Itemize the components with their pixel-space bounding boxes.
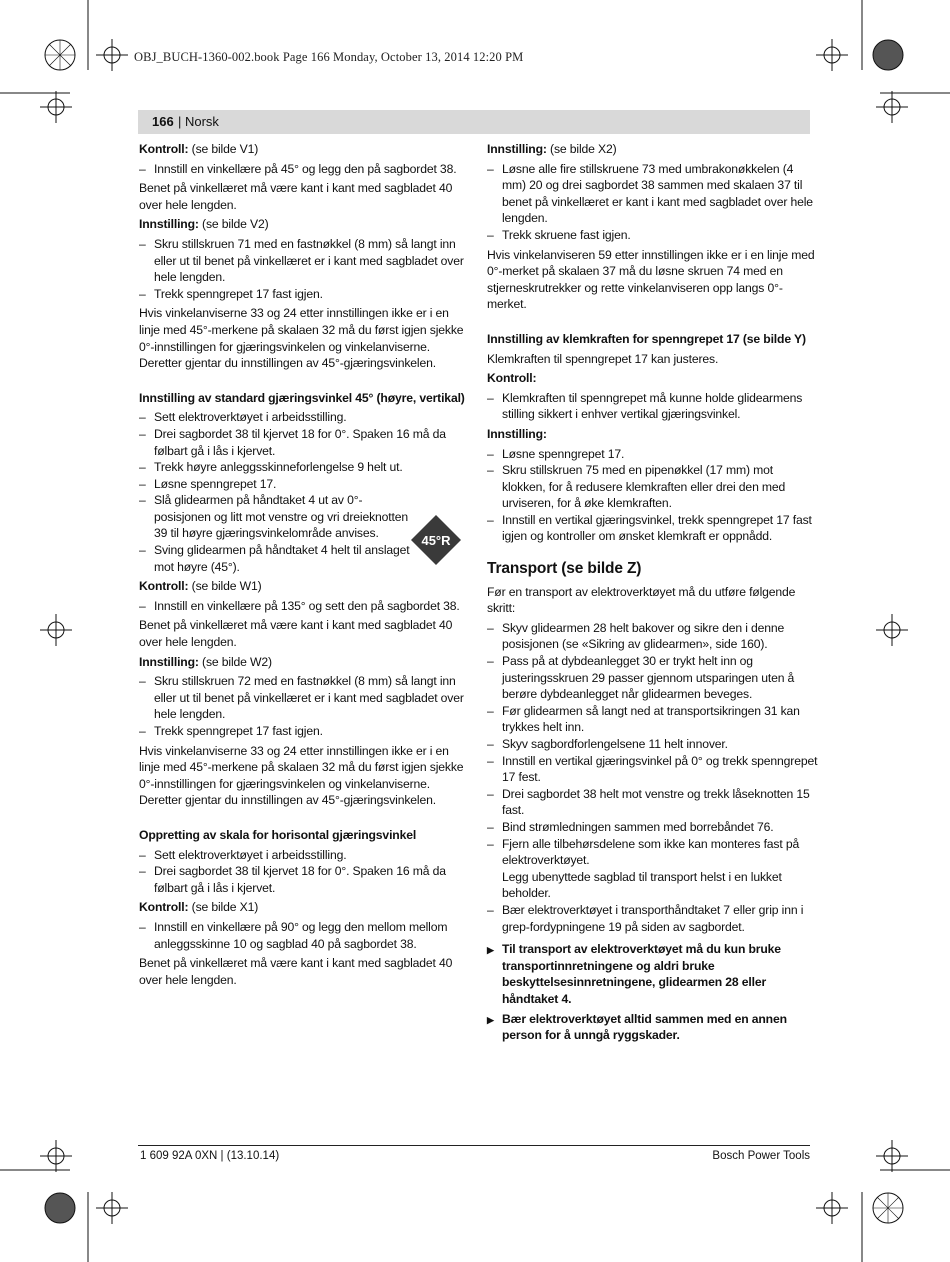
list-item: – Innstill en vinkellære på 90° og legg den mellom mellom anleggsskinne 10 og sagblad 40 på sagbordet 38. xyxy=(139,919,471,952)
x1-note: Benet på vinkellæret må være kant i kant med sagbladet 40 over hele lengden. xyxy=(139,956,453,987)
list-item: – Klemkraften til spenngrepet må kunne holde glidearmens stilling sikkert i enhver vertikal gjæringsvinkel. xyxy=(487,390,819,423)
list-item: – Drei sagbordet 38 til kjervet 18 for 0°. Spaken 16 må da følbart gå i lås i kjervet. xyxy=(139,426,471,459)
list-item: – Innstill en vertikal gjæringsvinkel på 0° og trekk spenngrepet 17 fest. xyxy=(487,753,819,786)
x1-list xyxy=(139,919,471,952)
list-item: – Sving glidearmen på håndtaket 4 helt til anslaget mot høyre (45°). xyxy=(139,542,416,575)
list-item: – Innstill en vertikal gjæringsvinkel, trekk spenngrepet 17 fast igjen og kontroller om ønsket klemkraft er oppnådd. xyxy=(487,512,819,545)
w2-note: Hvis vinkelanviserne 33 og 24 etter innstillingen ikke er i en linje med 45°-merkene på skalaen 32 må du først igjen sjekke 0°-innstillingen for gjæringsvinkelen og vinkelanviserne. Deretter gjentar du innstillingen av 45°-gjæringsvinkelen. xyxy=(139,743,464,808)
list-item: – Bind strømledningen sammen med borrebåndet 76. xyxy=(487,819,819,836)
list-item: – Trekk høyre anleggsskinneforlengelse 9 helt ut. xyxy=(139,459,471,476)
v1-note: Benet på vinkellæret må være kant i kant med sagbladet 40 over hele lengden. xyxy=(139,181,453,212)
page-footer xyxy=(138,1145,810,1162)
list-item: – Trekk skruene fast igjen. xyxy=(487,227,819,244)
list-item: – Fjern alle tilbehørsdelene som ikke kan monteres fast på elektroverktøyet. Legg ubenyttede sagblad til transport helst i en lukket beholder. xyxy=(487,836,819,902)
kontroll-x1-line: Kontroll: (se bilde X1) xyxy=(139,900,259,915)
list-item: – Sett elektroverktøyet i arbeidsstilling. xyxy=(139,847,471,864)
v2-list xyxy=(139,236,471,302)
list-item: – Skyv sagbordforlengelsene 11 helt innover. xyxy=(487,736,819,753)
kontroll-w1-line: Kontroll: (se bilde W1) xyxy=(139,579,262,594)
svg-text:45°R: 45°R xyxy=(421,533,451,548)
list-item: – Skru stillskruen 75 med en pipenøkkel (17 mm) mot klokken, for å redusere klemkraften eller drei den med urviseren, for å øke klemkraften. xyxy=(487,462,819,512)
kontroll-v1-line: Kontroll: (se bilde V1) xyxy=(139,142,259,156)
innstilling-x2-line: Innstilling: (se bilde X2) xyxy=(487,142,617,156)
x2-list xyxy=(487,161,819,244)
left-column xyxy=(139,141,471,991)
list-item: – Trekk spenngrepet 17 fast igjen. xyxy=(139,723,471,740)
45-degree-right-icon xyxy=(410,514,462,566)
list-item: – Drei sagbordet 38 til kjervet 18 for 0°. Spaken 16 må da følbart gå i lås i kjervet. xyxy=(139,863,471,896)
print-slug: OBJ_BUCH-1360-002.book Page 166 Monday, October 13, 2014 12:20 PM xyxy=(134,50,524,64)
section-heading-transport: Transport (se bilde Z) xyxy=(487,560,642,578)
list-item: – Drei sagbordet 38 helt mot venstre og trekk låseknotten 15 fast. xyxy=(487,786,819,819)
v1-list xyxy=(139,161,471,178)
warning-item: ▶ Bær elektroverktøyet alltid sammen med en annen person for å unngå ryggskader. xyxy=(487,1011,819,1044)
innstilling-v2-line: Innstilling: (se bilde V2) xyxy=(139,217,269,232)
list-item: – Innstill en vinkellære på 135° og sett den på sagbordet 38. xyxy=(139,598,471,615)
list-item: – Skyv glidearmen 28 helt bakover og sikre den i denne posisjonen (se «Sikring av glidearmen», side 160). xyxy=(487,620,819,653)
transport-intro: Før en transport av elektroverktøyet må du utføre følgende skritt: xyxy=(487,584,796,616)
list-item: – Sett elektroverktøyet i arbeidsstilling. xyxy=(139,409,471,426)
klem-innstilling-label: Innstilling: xyxy=(487,426,547,441)
list-item: – Slå glidearmen på håndtaket 4 ut av 0°-posisjonen og litt mot venstre og vri dreieknotten 39 til høyre gjæringsvinkelområde anvises. xyxy=(139,492,416,542)
section-heading-klemkraft: Innstilling av klemkraften for spenngrepet 17 (se bilde Y) xyxy=(487,331,806,346)
x2-note: Hvis vinkelanviseren 59 etter innstillingen ikke er i en linje med 0°-merket på skalaen 37 må du løsne skruen 74 med en stjerneskrutrekker og rette vinkelanviseren opp langs 0°-merket. xyxy=(487,247,815,312)
list-item: – Før glidearmen så langt ned at transportsikringen 31 kan trykkes helt inn. xyxy=(487,703,819,736)
transport-subnote: Legg ubenyttede sagblad til transport helst i en lukket beholder. xyxy=(502,869,782,901)
page-header xyxy=(138,110,810,134)
list-item: – Skru stillskruen 71 med en fastnøkkel (8 mm) så langt inn eller ut til benet på vinkellæret er i kant med sagbladet over hele lengden. xyxy=(139,236,471,286)
language-label: | Norsk xyxy=(178,114,219,129)
skala-list xyxy=(139,847,471,897)
klem-innstilling-list xyxy=(487,446,819,546)
right-column xyxy=(487,141,819,1047)
page-number: 166 xyxy=(152,114,174,129)
list-item: – Bær elektroverktøyet i transporthåndtaket 7 eller grip inn i grep-fordypningene 19 på siden av sagbordet. xyxy=(487,902,819,935)
klem-intro: Klemkraften til spenngrepet 17 kan justeres. xyxy=(487,351,719,366)
footer-brand: Bosch Power Tools xyxy=(712,1150,810,1162)
list-item: – Løsne alle fire stillskruene 73 med umbrakonøkkelen (4 mm) 20 og drei sagbordet 38 sammen med skalaen 37 til benet på vinkellæret er kant i kant med sagbladet over hele lengden. xyxy=(487,161,819,227)
warning-item: ▶ Til transport av elektroverktøyet må du kun bruke transportinnretningene og aldri bruke beskyttelsesinnretningene, glidearmen 28 eller håndtaket 4. xyxy=(487,941,819,1007)
w1-note: Benet på vinkellæret må være kant i kant med sagbladet 40 over hele lengden. xyxy=(139,618,453,650)
list-item: – Trekk spenngrepet 17 fast igjen. xyxy=(139,286,471,303)
v2-note: Hvis vinkelanviserne 33 og 24 etter innstillingen ikke er i en linje med 45°-merkene på skalaen 32 må du først igjen sjekke 0°-innstillingen for gjæringsvinkelen og vinkelanviserne. Deretter gjentar du innstillingen av 45°-gjæringsvinkelen. xyxy=(139,306,464,371)
list-item: – Pass på at dybdeanlegget 30 er trykt helt inn og justeringsskruen 29 passer gjennom utsparingen uten å berøre dybdeanlegget når glidearmen beveges. xyxy=(487,653,819,703)
warning-list xyxy=(487,941,819,1044)
w1-list xyxy=(139,598,471,615)
footer-doc-id: 1 609 92A 0XN | (13.10.14) xyxy=(140,1150,280,1162)
klem-kontroll-list xyxy=(487,390,819,423)
section-heading-standard: Innstilling av standard gjæringsvinkel 45° (høyre, vertikal) xyxy=(139,390,465,405)
list-item: – Løsne spenngrepet 17. xyxy=(139,476,471,493)
section-heading-skala: Oppretting av skala for horisontal gjæringsvinkel xyxy=(139,827,417,842)
w2-list xyxy=(139,673,471,739)
list-item: – Innstill en vinkellære på 45° og legg den på sagbordet 38. xyxy=(139,161,471,178)
innstilling-w2-line: Innstilling: (se bilde W2) xyxy=(139,654,272,669)
list-item: – Skru stillskruen 72 med en fastnøkkel (8 mm) så langt inn eller ut til benet på vinkellæret er i kant med sagbladet over hele lengden. xyxy=(139,673,471,723)
transport-list xyxy=(487,620,819,935)
list-item: – Løsne spenngrepet 17. xyxy=(487,446,819,463)
klem-kontroll-label: Kontroll: xyxy=(487,371,537,386)
